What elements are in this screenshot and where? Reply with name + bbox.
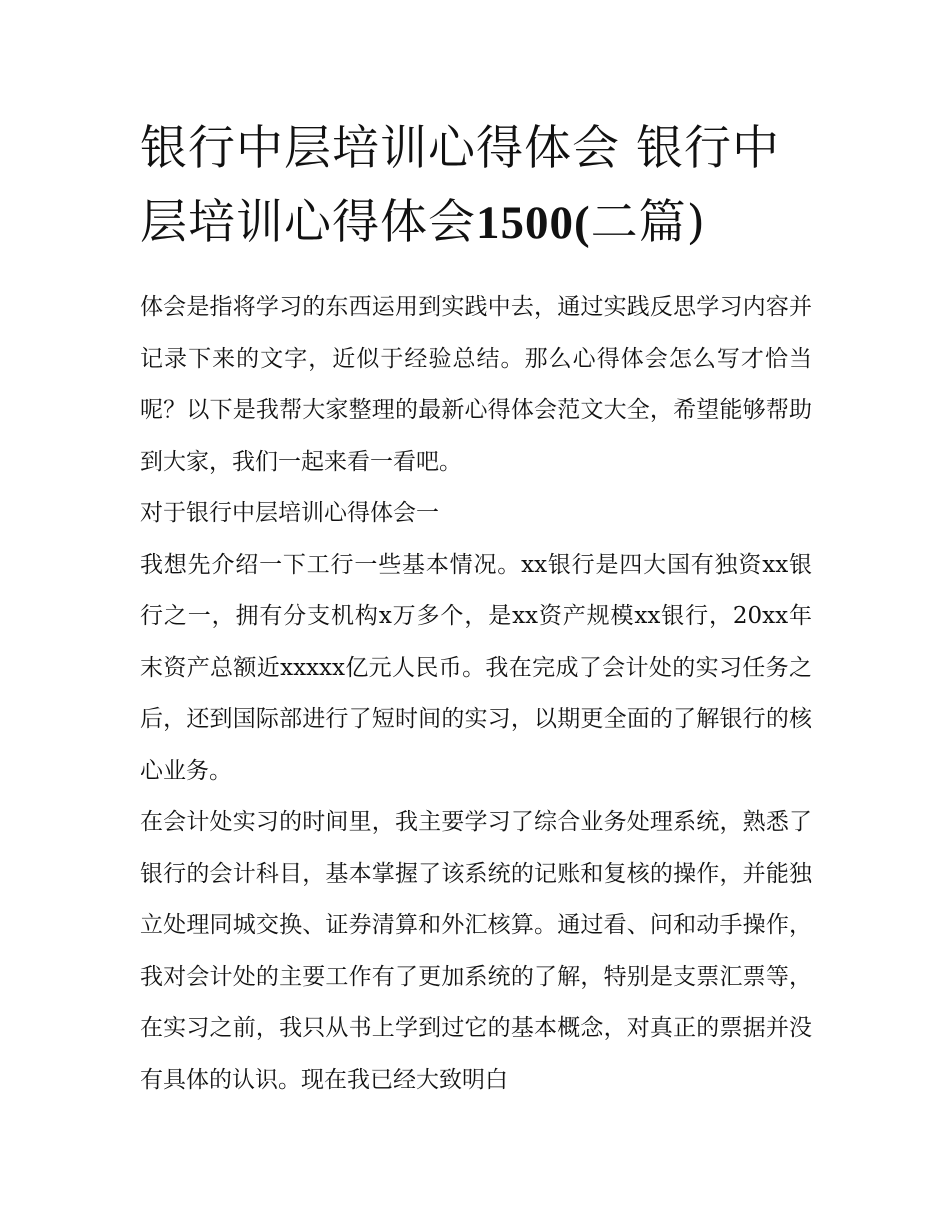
- title-text-part1: 银行中层培训心得体会 银行中层培训心得体会: [140, 121, 780, 250]
- document-body: [140, 112, 812, 1106]
- title-number: 1500(: [476, 197, 591, 249]
- paragraph-intro: 体会是指将学习的东西运用到实践中去，通过实践反思学习内容并记录下来的文字，近似于经验总结。那么心得体会怎么写才恰当呢？以下是我帮大家整理的最新心得体会范文大全，希望能够帮助到大家，我们一起来看一看吧。: [140, 294, 812, 475]
- paragraph-accounting-internship: 在会计处实习的时间里，我主要学习了综合业务处理系统，熟悉了银行的会计科目，基本掌握了该系统的记账和复核的操作，并能独立处理同城交换、证券清算和外汇核算。通过看、问和动手操作，我对会计处的主要工作有了更加系统的了解，特别是支票汇票等，在实习之前，我只从书上学到过它的基本概念，对真正的票据并没有具体的认识。现在我已经大致明白: [140, 809, 812, 1093]
- paragraph-section-heading: 对于银行中层培训心得体会一: [140, 500, 439, 526]
- document-title: [140, 112, 812, 260]
- paragraph-bank-overview: 我想先介绍一下工行一些基本情况。xx银行是四大国有独资xx银行之一，拥有分支机构x万多个，是xx资产规模xx银行，20xx年末资产总额近xxxxx亿元人民币。我在完成了会计处的实习任务之后，还到国际部进行了短时间的实习，以期更全面的了解银行的核心业务。: [140, 551, 812, 784]
- title-text-part2: 二篇): [590, 195, 706, 250]
